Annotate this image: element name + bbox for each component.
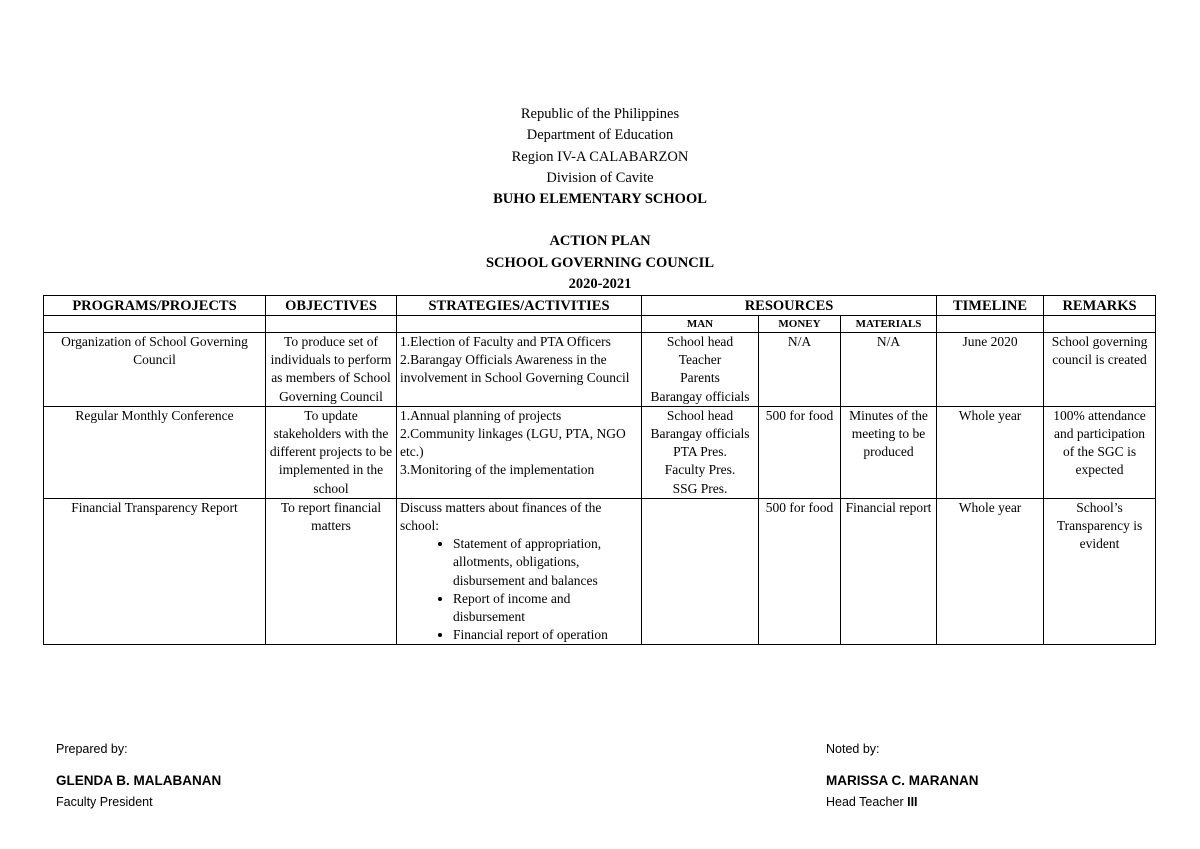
strategy-intro: Discuss matters about finances of the school: [400,499,602,534]
action-plan-table [43,295,1156,645]
materials-cell: Financial report [841,498,937,645]
document-header [0,104,1200,295]
man-item: Barangay officials [650,388,750,404]
noted-by-block [826,742,1126,822]
man-item: School head [666,334,734,349]
header-materials: MATERIALS [841,316,937,333]
timeline-cell: June 2020 [937,333,1044,407]
header-programs: PROGRAMS/PROJECTS [44,296,266,316]
noted-by-position [826,795,918,809]
strategies-cell [397,333,642,407]
header-resources: RESOURCES [642,296,937,316]
header-remarks: REMARKS [1044,296,1156,316]
man-cell [642,333,759,407]
table-row [44,498,1156,645]
prepared-by-name: GLENDA B. MALABANAN [56,773,222,788]
school-year: 2020-2021 [568,276,632,293]
program-cell: Financial Transparency Report [44,498,266,645]
strategy-bullet: • Financial report of operation [453,626,638,644]
noted-by-label: Noted by: [826,742,880,756]
remarks-cell: 100% attendance and participation of the SGC is expected [1044,406,1156,498]
strategy-item: 3.Monitoring of the implementation [400,462,595,478]
header-man: MAN [642,316,759,333]
strategy-item: 2.Community linkages (LGU, PTA, NGO etc.) [400,426,626,460]
man-item: School head [666,407,734,423]
timeline-cell: Whole year [937,498,1044,645]
strategy-item: 2.Barangay Officials Awareness in the involvement in School Governing Council [400,352,630,386]
objective-cell: To produce set of individuals to perform as members of School Governing Council [266,333,397,407]
noted-by-position-rank: III [907,795,918,809]
strategy-item: 1.Election of Faculty and PTA Officers [400,334,611,349]
header-region: Region IV-A CALABARZON [511,148,689,165]
noted-by-position-text: Head Teacher [826,795,904,809]
prepared-by-label: Prepared by: [56,742,128,756]
money-cell: N/A [759,333,841,407]
table-row [44,406,1156,498]
man-item: Faculty Pres. [664,462,736,478]
prepared-by-block [56,742,356,822]
noted-by-name: MARISSA C. MARANAN [826,773,979,788]
strategy-bullet: • Statement of appropriation, allotments, obligations, disbursement and balances [453,535,638,590]
man-item: SSG Pres. [672,480,728,496]
strategy-bullet-list [400,535,638,644]
man-item: PTA Pres. [673,444,727,460]
man-cell [642,498,759,645]
objective-cell: To report financial matters [266,498,397,645]
table-header-row [44,296,1156,316]
table-row [44,333,1156,407]
strategy-bullet: • Report of income and disbursement [453,590,638,626]
man-item: Teacher [678,352,722,368]
header-timeline: TIMELINE [937,296,1044,316]
materials-cell: N/A [841,333,937,407]
objective-cell: To update stakeholders with the different projects to be implemented in the school [266,406,397,498]
money-cell: 500 for food [759,498,841,645]
header-department: Department of Education [526,127,674,144]
header-strategies: STRATEGIES/ACTIVITIES [397,296,642,316]
remarks-cell: School governing council is created [1044,333,1156,407]
timeline-cell: Whole year [937,406,1044,498]
header-objectives: OBJECTIVES [266,296,397,316]
strategies-cell [397,406,642,498]
prepared-by-position: Faculty President [56,795,153,809]
document-title: ACTION PLAN [549,233,651,250]
strategy-item: 1.Annual planning of projects [400,407,562,423]
header-republic: Republic of the Philippines [520,106,680,122]
program-cell: Organization of School Governing Council [44,333,266,407]
man-item: Parents [680,370,720,386]
table-subheader-row [44,316,1156,333]
remarks-cell: School’s Transparency is evident [1044,498,1156,645]
money-cell: 500 for food [759,406,841,498]
header-money: MONEY [759,316,841,333]
materials-cell: Minutes of the meeting to be produced [841,406,937,498]
program-cell: Regular Monthly Conference [44,406,266,498]
document-subtitle: SCHOOL GOVERNING COUNCIL [485,254,714,271]
strategies-cell [397,498,642,645]
man-item: Barangay officials [650,426,750,442]
school-name: BUHO ELEMENTARY SCHOOL [493,191,707,208]
man-cell [642,406,759,498]
header-division: Division of Cavite [546,169,654,186]
